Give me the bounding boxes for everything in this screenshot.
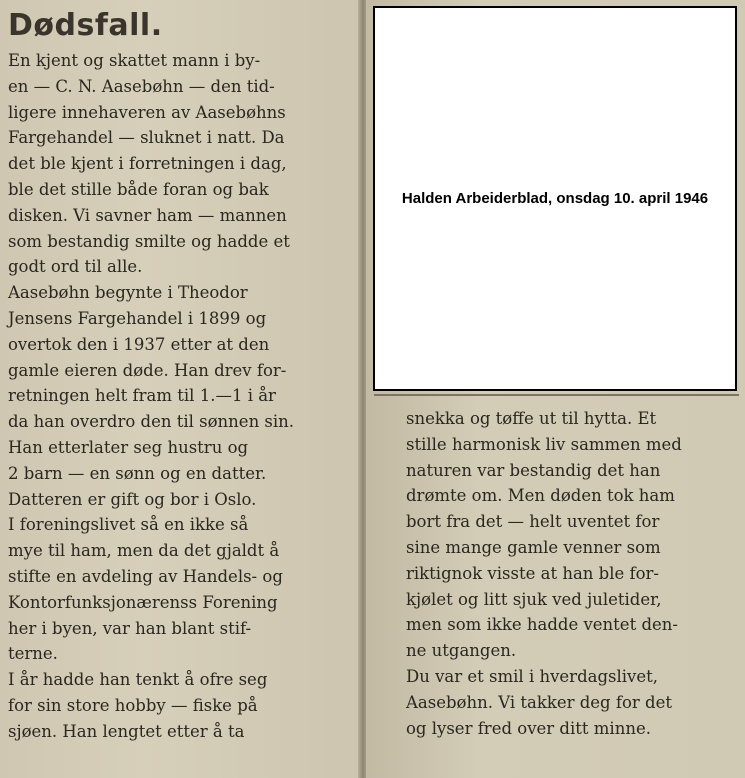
article-paragraph: Du var et smil i hverdagslivet, Aasebøhn. Vi takker deg for det og lyser fred over ditt minne. [406, 666, 672, 738]
right-column-text [406, 406, 736, 741]
article-paragraph: En kjent og skattet mann i by- en — C. N. Aasebøhn — den tid- ligere innehaveren av Aasebøhns Fargehandel — sluknet i natt. Da det ble kjent i forretningen i dag, ble det stille både foran og bak disken. Vi savner ham — mannen som bestandig smilte og hadde et godt ord til alle. [8, 51, 290, 277]
divider [374, 394, 739, 396]
article-paragraph: I år hadde han tenkt å ofre seg for sin store hobby — fiske på sjøen. Han lengtet etter å ta [8, 670, 268, 741]
article-paragraph: I foreningslivet så en ikke så mye til ham, men da det gjaldt å stifte en avdeling av Handels- og Kontorfunksjonærenss Forening her i byen, var han blant stif- terne. [8, 515, 283, 664]
article-paragraph: snekka og tøffe ut til hytta. Et stille harmonisk liv sammen med naturen var bestandig det han drømte om. Men døden tok ham bort fra det — helt uventet for sine mange gamle venner som riktignok visste at han ble for- kjølet og litt sjuk ved juletider, men som ikke hadde ventet den- ne utgangen. [406, 409, 682, 661]
article-paragraph: Aasebøhn begynte i Theodor Jensens Fargehandel i 1899 og overtok den i 1937 etter at den gamle eieren døde. Han drev for- retningen helt fram til 1.—1 i år da han overdro den til sønnen sin. Han etterlater seg hustru og 2 barn — en sønn og en datter. Datteren er gift og bor i Oslo. [8, 283, 295, 509]
caption-box [373, 6, 737, 391]
caption-text: Halden Arbeiderblad, onsdag 10. april 1946 [401, 189, 709, 207]
left-column [0, 0, 360, 778]
article-headline: Dødsfall. [8, 8, 163, 43]
